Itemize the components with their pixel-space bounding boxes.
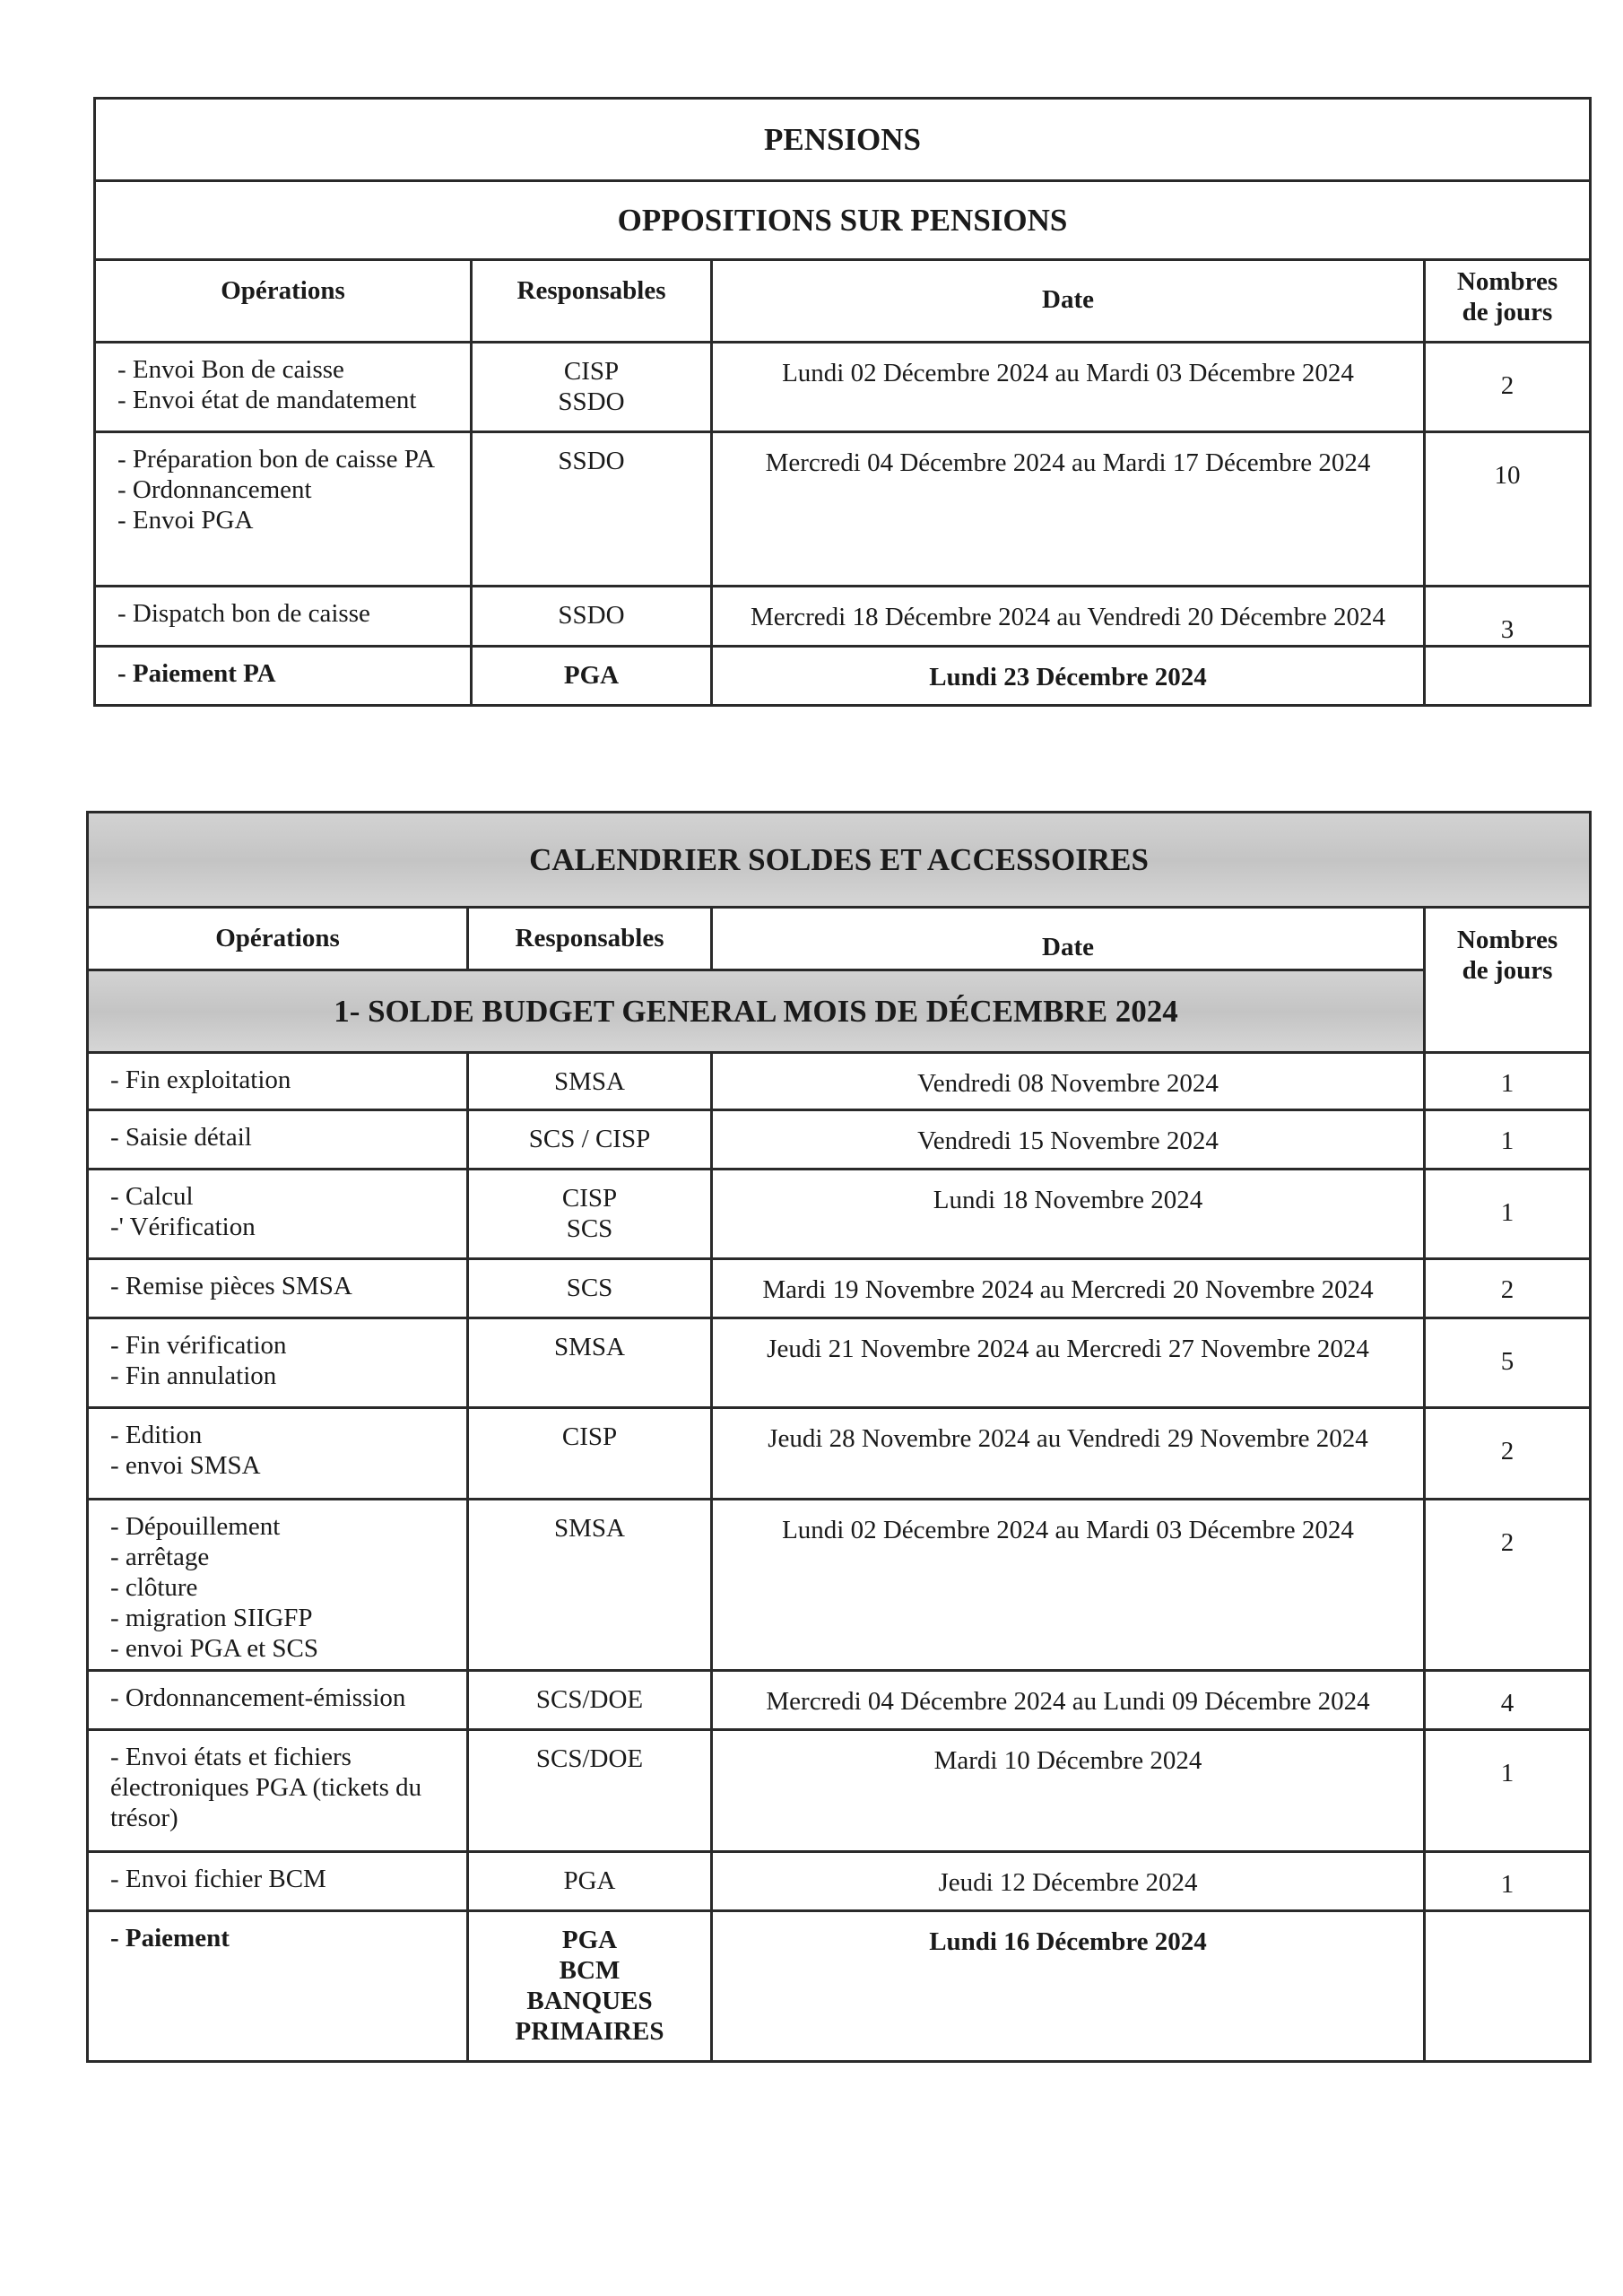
operation-item: - Envoi état de mandatement: [117, 386, 417, 414]
operation-item: - envoi SMSA: [110, 1451, 261, 1480]
header-responsables: Responsables: [468, 908, 712, 970]
table-row: [88, 1053, 1591, 1110]
responsable-item: SCS/DOE: [535, 1744, 644, 1773]
responsable-item: SSDO: [558, 601, 625, 630]
responsable-item: PRIMAIRES: [515, 2017, 664, 2046]
date-cell: Lundi 02 Décembre 2024 au Mardi 03 Décembre 2024: [712, 343, 1425, 432]
responsable-item: SCS: [566, 1214, 613, 1243]
operations-cell: [88, 1852, 468, 1911]
table-row: [88, 1110, 1591, 1170]
operations-cell: [95, 647, 472, 706]
date-cell: Lundi 02 Décembre 2024 au Mardi 03 Décembre 2024: [712, 1500, 1425, 1671]
jours-cell: 5: [1425, 1318, 1591, 1408]
header-jours-line: de jours: [1462, 956, 1553, 985]
pensions-title: PENSIONS: [95, 99, 1591, 181]
operations-cell: [88, 1500, 468, 1671]
responsables-cell: [468, 1671, 712, 1730]
jours-cell: 10: [1425, 432, 1591, 587]
date-cell: Lundi 23 Décembre 2024: [712, 647, 1425, 706]
table-row: [95, 343, 1591, 432]
jours-cell: 1: [1425, 1053, 1591, 1110]
header-nombres-jours: [1425, 908, 1591, 1053]
jours-cell: 2: [1425, 1408, 1591, 1500]
operations-cell: [88, 1053, 468, 1110]
operation-item: - Envoi états et fichiers électroniques PGA (tickets du trésor): [110, 1743, 422, 1832]
date-cell: Mardi 19 Novembre 2024 au Mercredi 20 Novembre 2024: [712, 1259, 1425, 1318]
operation-item: - envoi PGA et SCS: [110, 1634, 319, 1663]
operations-cell: [88, 1730, 468, 1852]
table-row: [88, 1852, 1591, 1911]
responsable-item: PGA: [563, 661, 620, 690]
jours-cell: [1425, 1911, 1591, 2062]
responsables-cell: [468, 1408, 712, 1500]
jours-cell: 1: [1425, 1852, 1591, 1911]
responsable-item: SCS/DOE: [535, 1685, 644, 1714]
responsable-item: SSDO: [558, 387, 625, 416]
responsables-cell: [468, 1500, 712, 1671]
table-row: [95, 587, 1591, 647]
operation-item: - Remise pièces SMSA: [110, 1272, 352, 1300]
date-cell: Jeudi 28 Novembre 2024 au Vendredi 29 Novembre 2024: [712, 1408, 1425, 1500]
header-jours-line: de jours: [1462, 298, 1553, 326]
operations-cell: [95, 432, 472, 587]
responsables-cell: [468, 1318, 712, 1408]
operations-cell: [88, 1318, 468, 1408]
operation-item: - Envoi fichier BCM: [110, 1865, 326, 1893]
operation-item: - Envoi PGA: [117, 506, 254, 535]
operations-cell: [95, 343, 472, 432]
jours-cell: 3: [1425, 587, 1591, 647]
responsables-cell: [468, 1730, 712, 1852]
operations-cell: [88, 1408, 468, 1500]
responsable-item: SMSA: [554, 1333, 625, 1361]
header-operations: Opérations: [95, 260, 472, 343]
table-row: [88, 1318, 1591, 1408]
jours-cell: 1: [1425, 1730, 1591, 1852]
responsable-item: PGA: [561, 1926, 618, 1954]
operation-item: - Edition: [110, 1421, 203, 1449]
responsable-item: BCM: [559, 1956, 621, 1985]
responsables-cell: [472, 432, 712, 587]
header-date: Date: [712, 908, 1425, 970]
responsables-cell: [472, 587, 712, 647]
operation-item: - Saisie détail: [110, 1123, 252, 1152]
table-row: [88, 1500, 1591, 1671]
operations-cell: [88, 1170, 468, 1259]
operations-cell: [88, 1110, 468, 1170]
operations-cell: [95, 587, 472, 647]
jours-cell: 1: [1425, 1170, 1591, 1259]
operation-item: - Dispatch bon de caisse: [117, 599, 370, 628]
responsables-cell: [472, 343, 712, 432]
responsables-cell: [468, 1170, 712, 1259]
table-row: [95, 432, 1591, 587]
jours-cell: 2: [1425, 343, 1591, 432]
responsable-item: CISP: [561, 1184, 618, 1213]
operation-item: - clôture: [110, 1573, 198, 1602]
section-title: 1- SOLDE BUDGET GENERAL MOIS DE DÉCEMBRE 2024: [88, 970, 1425, 1053]
responsables-cell: [468, 1259, 712, 1318]
operation-item: -' Vérification: [110, 1213, 256, 1241]
operations-cell: [88, 1259, 468, 1318]
responsables-cell: [468, 1110, 712, 1170]
header-nombres-line: Nombres: [1456, 926, 1558, 954]
operation-item: - Fin vérification: [110, 1331, 287, 1360]
header-date: Date: [712, 260, 1425, 343]
operation-item: - Fin exploitation: [110, 1065, 291, 1094]
oppositions-subtitle: OPPOSITIONS SUR PENSIONS: [95, 181, 1591, 260]
date-cell: Mercredi 04 Décembre 2024 au Mardi 17 Décembre 2024: [712, 432, 1425, 587]
operation-item: - migration SIIGFP: [110, 1604, 313, 1632]
operations-cell: [88, 1911, 468, 2062]
responsables-cell: [468, 1852, 712, 1911]
date-cell: Mercredi 04 Décembre 2024 au Lundi 09 Décembre 2024: [712, 1671, 1425, 1730]
responsable-item: BANQUES: [526, 1987, 653, 2015]
date-cell: Mercredi 18 Décembre 2024 au Vendredi 20 Décembre 2024: [712, 587, 1425, 647]
operation-item: - Préparation bon de caisse PA: [117, 445, 436, 474]
responsable-item: CISP: [563, 357, 620, 386]
responsable-item: PGA: [563, 1866, 616, 1895]
date-cell: Lundi 18 Novembre 2024: [712, 1170, 1425, 1259]
table-row: [88, 1911, 1591, 2062]
operation-item: - Ordonnancement-émission: [110, 1683, 406, 1712]
soldes-table: [86, 811, 1592, 2063]
pensions-table: [93, 97, 1592, 707]
date-cell: Mardi 10 Décembre 2024: [712, 1730, 1425, 1852]
date-cell: Lundi 16 Décembre 2024: [712, 1911, 1425, 2062]
responsables-cell: [468, 1053, 712, 1110]
header-operations: Opérations: [88, 908, 468, 970]
operation-item: - Paiement: [110, 1924, 230, 1952]
responsable-item: SCS: [566, 1274, 613, 1302]
header-nombres-line: Nombres: [1456, 267, 1558, 296]
header-responsables: Responsables: [472, 260, 712, 343]
operations-cell: [88, 1671, 468, 1730]
date-cell: Jeudi 21 Novembre 2024 au Mercredi 27 Novembre 2024: [712, 1318, 1425, 1408]
responsable-item: SCS / CISP: [528, 1125, 651, 1153]
table-row: [88, 1730, 1591, 1852]
jours-cell: 4: [1425, 1671, 1591, 1730]
responsable-item: SMSA: [554, 1514, 625, 1543]
operation-item: - Calcul: [110, 1182, 194, 1211]
responsables-cell: [468, 1911, 712, 2062]
responsable-item: SMSA: [554, 1067, 625, 1096]
responsable-item: CISP: [561, 1422, 618, 1451]
jours-cell: 1: [1425, 1110, 1591, 1170]
operation-item: - Paiement PA: [117, 659, 276, 688]
operation-item: - Dépouillement: [110, 1512, 281, 1541]
date-cell: Jeudi 12 Décembre 2024: [712, 1852, 1425, 1911]
jours-cell: [1425, 647, 1591, 706]
operation-item: - Envoi Bon de caisse: [117, 355, 344, 384]
table-row: [88, 1671, 1591, 1730]
table-row: [88, 1408, 1591, 1500]
date-cell: Vendredi 08 Novembre 2024: [712, 1053, 1425, 1110]
table-row: [88, 1170, 1591, 1259]
table-row: [88, 1259, 1591, 1318]
operation-item: - Ordonnancement: [117, 475, 312, 504]
jours-cell: 2: [1425, 1500, 1591, 1671]
table-row: [95, 647, 1591, 706]
operation-item: - arrêtage: [110, 1543, 210, 1571]
responsable-item: SSDO: [558, 447, 625, 475]
responsables-cell: [472, 647, 712, 706]
header-nombres-jours: [1425, 260, 1591, 343]
date-cell: Vendredi 15 Novembre 2024: [712, 1110, 1425, 1170]
jours-cell: 2: [1425, 1259, 1591, 1318]
operation-item: - Fin annulation: [110, 1361, 277, 1390]
calendrier-title: CALENDRIER SOLDES ET ACCESSOIRES: [88, 813, 1591, 908]
